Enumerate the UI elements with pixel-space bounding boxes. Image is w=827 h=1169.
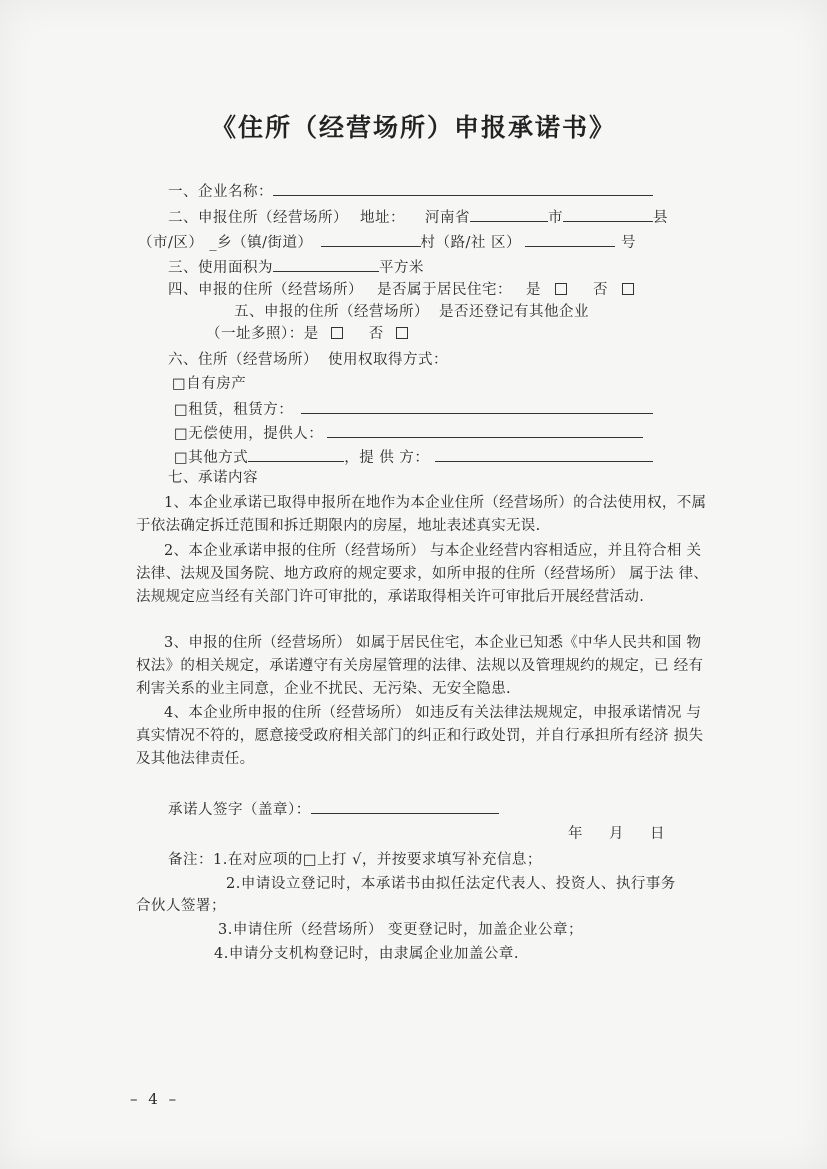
rent-row xyxy=(174,398,653,420)
date-year: 年 xyxy=(568,826,583,842)
note-4: 4.申请分支机构登记时，由隶属企业加盖公章. xyxy=(214,946,519,962)
other-reg-label: 五、申报的住所（经营场所） xyxy=(234,304,429,320)
other-way-row xyxy=(174,446,653,468)
village-label: 村（路/社 区） xyxy=(420,235,522,251)
county-label: 县 xyxy=(653,210,668,226)
promise-paragraph-1: 1、本企业承诺已取得申报所在地作为本企业住所（经营场所）的合法使用权，不属于依法确定拆迁范围和拆迁期限内的房屋，地址表述真实无误. xyxy=(136,495,707,534)
province-label: 河南省 xyxy=(425,210,470,226)
use-right-question: 使用权取得方式： xyxy=(328,352,448,368)
signature-label: 承诺人签字（盖章）： xyxy=(168,802,311,818)
other-reg-row xyxy=(234,302,589,322)
date-day: 日 xyxy=(650,826,665,842)
provider-label: ，提 供 方： xyxy=(344,450,430,466)
other-way-option[interactable]: □其他方式 xyxy=(174,450,249,466)
area-unit: 平方米 xyxy=(379,260,424,276)
residential-label: 四、申报的住所（经营场所） xyxy=(168,282,363,298)
township-label: _乡（镇/街道） xyxy=(209,235,313,251)
one-address-yes-label: （一址多照）：是 xyxy=(206,326,319,342)
promise-paragraph-2: 2、本企业承诺申报的住所（经营场所） 与本企业经营内容相适应，并且符合相 关法律、法规及国务院、地方政府的规定要求，如所申报的住所（经营场所） 属于法 律、法规规定应当经有关部门许可审批的，承诺取得相关许可审批后开展经营活动. xyxy=(136,543,709,605)
note-1: 备注：1.在对应项的□上打 √，并按要求填写补充信息； xyxy=(168,852,542,868)
address-label: 二、申报住所（经营场所） xyxy=(168,210,348,226)
signature-field[interactable] xyxy=(311,798,499,814)
other-way-field[interactable] xyxy=(248,446,344,462)
one-address-row xyxy=(206,324,412,344)
use-right-label: 六、住所（经营场所） xyxy=(168,352,318,368)
residential-question: 是否属于居民住宅： xyxy=(377,282,512,298)
note-2b: 合伙人签署； xyxy=(136,898,226,914)
area-row xyxy=(168,256,424,278)
province-field[interactable] xyxy=(470,206,548,222)
promise-paragraph-4: 4、本企业所申报的住所（经营场所） 如违反有关法律法规规定，申报承诺情况 与真实情况不符的，愿意接受政府相关部门的纠正和行政处罚，并自行承担所有经济 损失及其他法律责任。 xyxy=(136,705,704,767)
date-row xyxy=(568,824,665,844)
residential-yes-label: 是 xyxy=(526,282,541,298)
area-label: 三、使用面积为 xyxy=(168,260,273,276)
number-label: 号 xyxy=(621,235,637,251)
company-name-row xyxy=(168,180,653,202)
rent-option[interactable]: □租赁，租赁方： xyxy=(174,402,294,418)
city-field[interactable] xyxy=(563,206,653,222)
rent-field[interactable] xyxy=(301,398,653,414)
township-field[interactable] xyxy=(321,231,421,247)
company-name-label: 一、企业名称： xyxy=(168,184,273,200)
free-use-field[interactable] xyxy=(327,422,643,438)
promise-paragraph-3: 3、申报的住所（经营场所） 如属于居民住宅，本企业已知悉《中华人民共和国 物权法》的相关规定，承诺遵守有关房屋管理的法律、法规以及管理规约的规定，已 经有利害关系的业主同意，企业不扰民、无污染、无安全隐患. xyxy=(136,635,704,697)
page-number: – 4 – xyxy=(130,1090,180,1108)
city-label: 市 xyxy=(548,210,563,226)
area-field[interactable] xyxy=(273,256,379,272)
note-2a: 2.申请设立登记时，本承诺书由拟任法定代表人、投资人、执行事务 xyxy=(226,876,676,892)
provider-field[interactable] xyxy=(435,446,653,462)
district-label: （市/区） xyxy=(138,235,204,251)
one-address-no-label: 否 xyxy=(368,326,384,342)
address-sub-label: 地址： xyxy=(360,210,405,226)
address-row-2 xyxy=(138,231,636,253)
note-3: 3.申请住所（经营场所） 变更登记时，加盖企业公章； xyxy=(218,922,583,938)
free-use-row xyxy=(174,422,643,444)
free-use-option[interactable]: □无偿使用，提供人： xyxy=(174,426,324,442)
residential-no-checkbox[interactable] xyxy=(622,283,634,295)
company-name-field[interactable] xyxy=(273,180,653,196)
residential-row xyxy=(168,280,638,300)
own-property-option[interactable]: □自有房产 xyxy=(172,376,247,392)
village-field[interactable] xyxy=(525,231,615,247)
one-address-yes-checkbox[interactable] xyxy=(331,327,343,339)
other-reg-question: 是否还登记有其他企业 xyxy=(439,304,589,320)
page-title: 《住所（经营场所）申报承诺书》 xyxy=(210,113,616,142)
use-right-row xyxy=(168,350,448,370)
signature-row xyxy=(168,798,499,820)
address-row xyxy=(168,206,668,228)
one-address-no-checkbox[interactable] xyxy=(396,327,408,339)
promise-label: 七、承诺内容 xyxy=(168,470,258,486)
date-month: 月 xyxy=(609,826,624,842)
residential-yes-checkbox[interactable] xyxy=(555,283,567,295)
residential-no-label: 否 xyxy=(593,282,608,298)
